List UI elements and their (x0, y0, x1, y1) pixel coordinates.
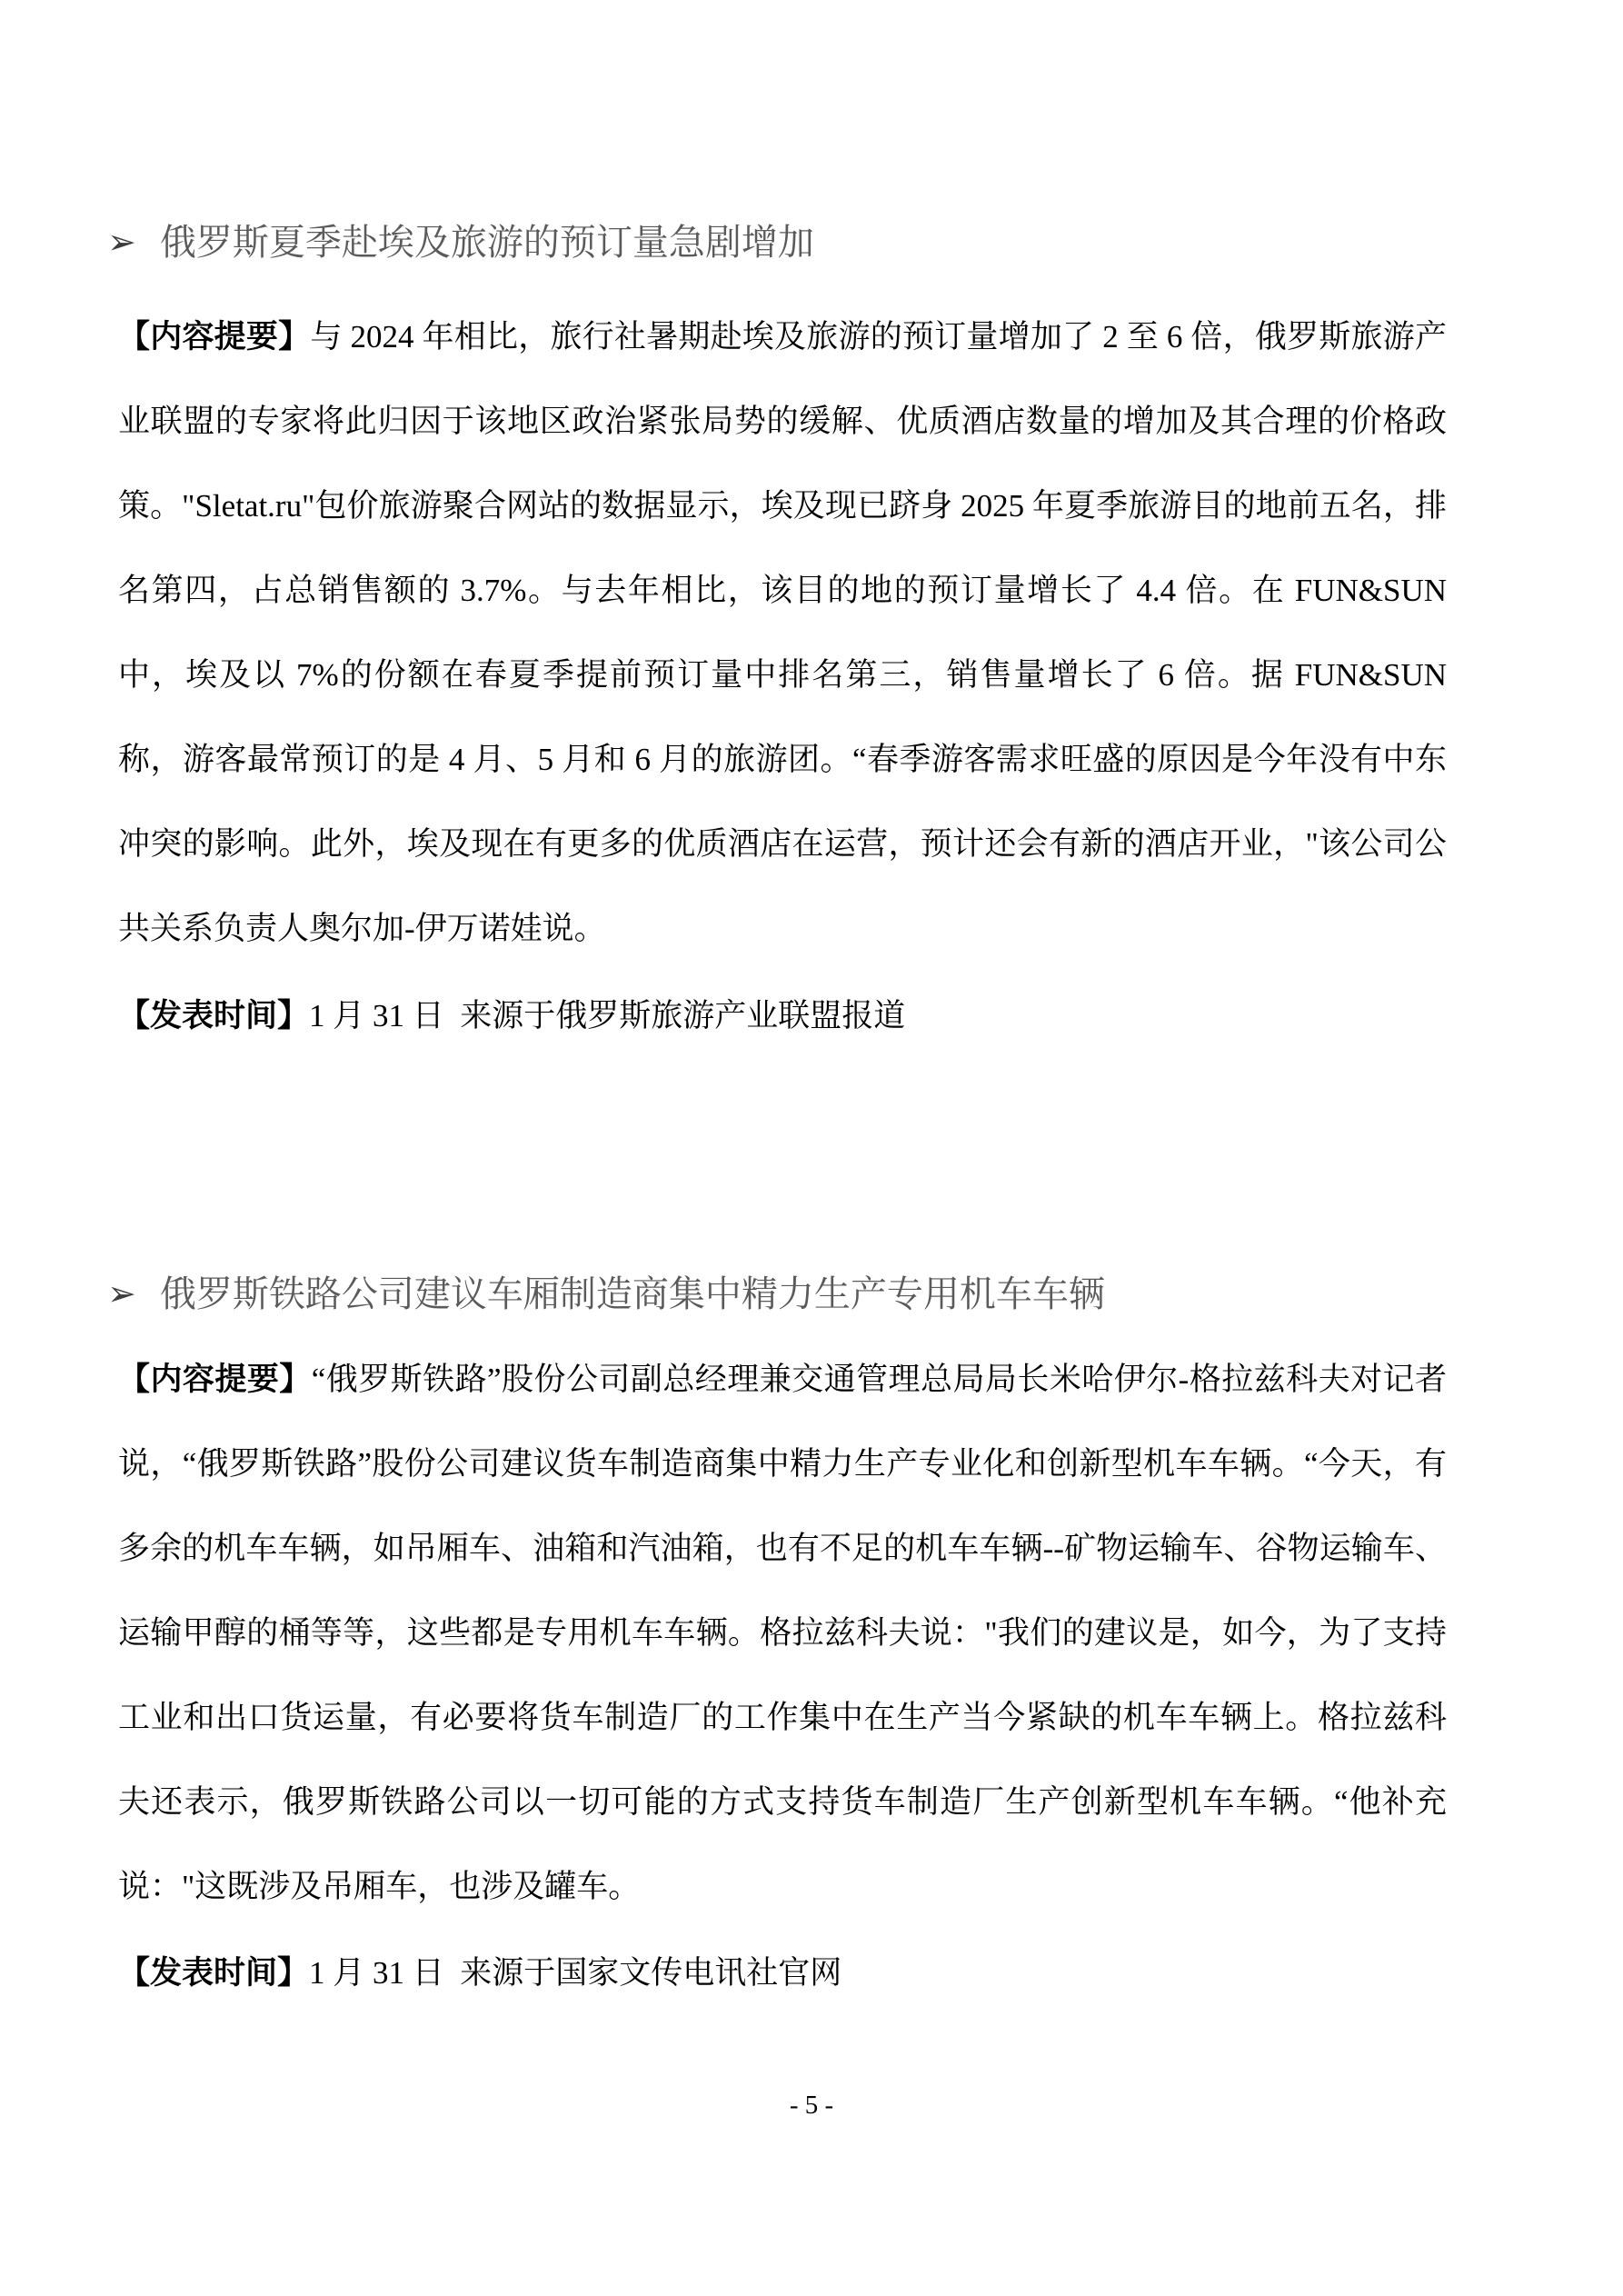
section-1-summary-label: 【内容提要】 (118, 319, 311, 354)
section-2-publish-line (118, 1931, 1447, 2015)
section-1-publish-line (118, 973, 1447, 1058)
section-1-heading-text: 俄罗斯夏季赴埃及旅游的预订量急剧增加 (159, 222, 814, 263)
section-2-date-label: 【发表时间】 (118, 1955, 310, 1991)
section-1-date-label: 【发表时间】 (118, 998, 310, 1033)
section-1-heading (107, 221, 814, 265)
section-1-summary-text: 与 2024 年相比，旅行社暑期赴埃及旅游的预订量增加了 2 至 6 倍，俄罗斯旅游产业联盟的专家将此归因于该地区政治紧张局势的缓解、优质酒店数量的增加及其合理的价格政策。"Sletat.ru"包价旅游聚合网站的数据显示，埃及现已跻身 2025 年夏季旅游目的地前五名，排名第四，占总销售额的 3.7%。与去年相比，该目的地的预订量增长了 4.4 倍。在 FUN&SUN 中，埃及以 7%的份额在春夏季提前预订量中排名第三，销售量增长了 6 倍。据 FUN&SUN 称，游客最常预订的是 4 月、5 月和 6 月的旅游团。“春季游客需求旺盛的原因是今年没有中东冲突的影响。此外，埃及现在有更多的优质酒店在运营，预计还会有新的酒店开业，"该公司公共关系负责人奥尔加-伊万诺娃说。 (118, 319, 1447, 946)
arrow-bullet-icon: ➢ (107, 224, 136, 262)
section-2-summary-label: 【内容提要】 (118, 1362, 312, 1397)
section-2-heading (107, 1273, 1105, 1316)
section-1-summary-paragraph (118, 294, 1447, 971)
section-2-summary-paragraph (118, 1337, 1447, 1929)
section-2-heading-text: 俄罗斯铁路公司建议车厢制造商集中精力生产专用机车车辆 (159, 1273, 1105, 1314)
section-2-summary-text: “俄罗斯铁路”股份公司副总经理兼交通管理总局局长米哈伊尔-格拉兹科夫对记者说，“俄罗斯铁路”股份公司建议货车制造商集中精力生产专业化和创新型机车车辆。“今天，有多余的机车车辆，如吊厢车、油箱和汽油箱，也有不足的机车车辆--矿物运输车、谷物运输车、运输甲醇的桶等等，这些都是专用机车车辆。格拉兹科夫说："我们的建议是，如今，为了支持工业和出口货运量，有必要将货车制造厂的工作集中在生产当今紧缺的机车车辆上。格拉兹科夫还表示，俄罗斯铁路公司以一切可能的方式支持货车制造厂生产创新型机车车辆。“他补充说："这既涉及吊厢车，也涉及罐车。 (118, 1362, 1447, 1904)
section-2-date-text: 1 月 31 日 来源于国家文传电讯社官网 (309, 1955, 842, 1991)
arrow-bullet-icon: ➢ (107, 1275, 136, 1313)
section-1-date-text: 1 月 31 日 来源于俄罗斯旅游产业联盟报道 (309, 998, 906, 1033)
page-number: - 5 - (789, 2091, 834, 2120)
